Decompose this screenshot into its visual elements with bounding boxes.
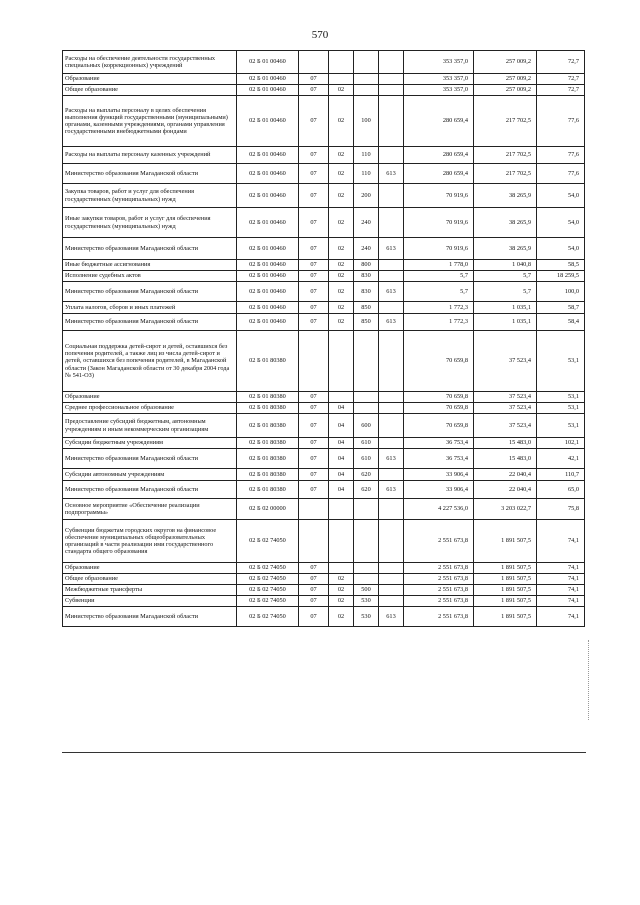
expense-type-code: 800 bbox=[354, 260, 379, 271]
section-code: 07 bbox=[299, 469, 329, 481]
target-code: 02 Б 02 74050 bbox=[237, 607, 299, 627]
row-name: Расходы на выплаты персоналу казенных учреждений bbox=[63, 147, 237, 164]
expense-type-code: 240 bbox=[354, 208, 379, 238]
planned-amount: 1 772,3 bbox=[404, 314, 474, 331]
actual-amount: 15 483,0 bbox=[474, 438, 537, 449]
planned-amount: 2 551 673,8 bbox=[404, 585, 474, 596]
subsection-code: 02 bbox=[329, 260, 354, 271]
table-row bbox=[63, 331, 585, 392]
target-code: 02 Б 01 80380 bbox=[237, 331, 299, 392]
admin-code bbox=[379, 85, 404, 96]
target-code: 02 Б 01 00460 bbox=[237, 96, 299, 147]
expense-type-code bbox=[354, 74, 379, 85]
section-code: 07 bbox=[299, 414, 329, 438]
target-code: 02 Б 01 80380 bbox=[237, 481, 299, 499]
subsection-code bbox=[329, 74, 354, 85]
admin-code bbox=[379, 438, 404, 449]
expense-type-code: 830 bbox=[354, 282, 379, 302]
admin-code bbox=[379, 208, 404, 238]
subsection-code: 04 bbox=[329, 469, 354, 481]
actual-amount: 22 040,4 bbox=[474, 469, 537, 481]
expense-type-code: 500 bbox=[354, 585, 379, 596]
row-name: Уплата налогов, сборов и иных платежей bbox=[63, 302, 237, 314]
admin-code bbox=[379, 51, 404, 74]
table-row bbox=[63, 414, 585, 438]
admin-code: 613 bbox=[379, 238, 404, 260]
subsection-code: 02 bbox=[329, 574, 354, 585]
target-code: 02 Б 01 00460 bbox=[237, 51, 299, 74]
section-code: 07 bbox=[299, 260, 329, 271]
target-code: 02 Б 01 00460 bbox=[237, 164, 299, 184]
table-row bbox=[63, 469, 585, 481]
expense-type-code bbox=[354, 85, 379, 96]
planned-amount: 33 906,4 bbox=[404, 469, 474, 481]
planned-amount: 2 551 673,8 bbox=[404, 607, 474, 627]
actual-amount: 15 483,0 bbox=[474, 449, 537, 469]
actual-amount: 1 891 507,5 bbox=[474, 520, 537, 563]
execution-percent: 102,1 bbox=[537, 438, 585, 449]
section-code bbox=[299, 331, 329, 392]
target-code: 02 Б 01 80380 bbox=[237, 392, 299, 403]
execution-percent: 74,1 bbox=[537, 585, 585, 596]
execution-percent: 53,1 bbox=[537, 392, 585, 403]
execution-percent: 72,7 bbox=[537, 74, 585, 85]
execution-percent: 74,1 bbox=[537, 520, 585, 563]
planned-amount: 2 551 673,8 bbox=[404, 563, 474, 574]
row-name: Иные бюджетные ассигнования bbox=[63, 260, 237, 271]
target-code: 02 Б 01 00460 bbox=[237, 238, 299, 260]
section-code bbox=[299, 51, 329, 74]
target-code: 02 Б 01 00460 bbox=[237, 184, 299, 208]
expense-type-code: 830 bbox=[354, 271, 379, 282]
planned-amount: 70 919,6 bbox=[404, 208, 474, 238]
execution-percent: 54,0 bbox=[537, 238, 585, 260]
planned-amount: 70 659,8 bbox=[404, 403, 474, 414]
table-row bbox=[63, 392, 585, 403]
execution-percent: 42,1 bbox=[537, 449, 585, 469]
execution-percent: 53,1 bbox=[537, 331, 585, 392]
section-code: 07 bbox=[299, 574, 329, 585]
section-code: 07 bbox=[299, 85, 329, 96]
planned-amount: 70 919,6 bbox=[404, 238, 474, 260]
admin-code bbox=[379, 403, 404, 414]
row-name: Образование bbox=[63, 74, 237, 85]
admin-code bbox=[379, 184, 404, 208]
row-name: Образование bbox=[63, 563, 237, 574]
row-name: Иные закупки товаров, работ и услуг для обеспечения государственных (муниципальных) нужд bbox=[63, 208, 237, 238]
planned-amount: 353 357,0 bbox=[404, 85, 474, 96]
row-name: Министерство образования Магаданской области bbox=[63, 314, 237, 331]
target-code: 02 Б 01 00460 bbox=[237, 85, 299, 96]
section-code bbox=[299, 520, 329, 563]
admin-code bbox=[379, 585, 404, 596]
expense-type-code: 240 bbox=[354, 238, 379, 260]
target-code: 02 Б 01 00460 bbox=[237, 302, 299, 314]
target-code: 02 Б 02 00000 bbox=[237, 499, 299, 520]
execution-percent: 74,1 bbox=[537, 607, 585, 627]
admin-code bbox=[379, 392, 404, 403]
row-name: Основное мероприятие «Обеспечение реализации подпрограммы» bbox=[63, 499, 237, 520]
expense-type-code: 620 bbox=[354, 469, 379, 481]
expense-type-code bbox=[354, 574, 379, 585]
planned-amount: 2 551 673,8 bbox=[404, 520, 474, 563]
row-name: Образование bbox=[63, 392, 237, 403]
section-code: 07 bbox=[299, 96, 329, 147]
planned-amount: 70 659,8 bbox=[404, 392, 474, 403]
planned-amount: 280 659,4 bbox=[404, 147, 474, 164]
table-row bbox=[63, 208, 585, 238]
table-row bbox=[63, 164, 585, 184]
admin-code bbox=[379, 499, 404, 520]
subsection-code: 02 bbox=[329, 184, 354, 208]
section-code: 07 bbox=[299, 438, 329, 449]
admin-code: 613 bbox=[379, 314, 404, 331]
table-row bbox=[63, 96, 585, 147]
execution-percent: 54,0 bbox=[537, 184, 585, 208]
execution-percent: 74,1 bbox=[537, 574, 585, 585]
actual-amount: 1 891 507,5 bbox=[474, 563, 537, 574]
target-code: 02 Б 01 80380 bbox=[237, 438, 299, 449]
admin-code bbox=[379, 469, 404, 481]
expense-type-code: 610 bbox=[354, 438, 379, 449]
table-row bbox=[63, 449, 585, 469]
target-code: 02 Б 01 00460 bbox=[237, 271, 299, 282]
actual-amount: 1 891 507,5 bbox=[474, 585, 537, 596]
subsection-code bbox=[329, 520, 354, 563]
actual-amount: 5,7 bbox=[474, 282, 537, 302]
table-row bbox=[63, 260, 585, 271]
table-row bbox=[63, 51, 585, 74]
table-row bbox=[63, 271, 585, 282]
admin-code: 613 bbox=[379, 481, 404, 499]
subsection-code: 04 bbox=[329, 449, 354, 469]
admin-code: 613 bbox=[379, 607, 404, 627]
execution-percent: 58,5 bbox=[537, 260, 585, 271]
subsection-code: 02 bbox=[329, 164, 354, 184]
planned-amount: 70 919,6 bbox=[404, 184, 474, 208]
table-row bbox=[63, 499, 585, 520]
actual-amount: 37 523,4 bbox=[474, 392, 537, 403]
actual-amount: 1 040,8 bbox=[474, 260, 537, 271]
row-name: Министерство образования Магаданской области bbox=[63, 238, 237, 260]
planned-amount: 70 659,8 bbox=[404, 414, 474, 438]
admin-code bbox=[379, 74, 404, 85]
target-code: 02 Б 01 00460 bbox=[237, 74, 299, 85]
execution-percent: 72,7 bbox=[537, 51, 585, 74]
row-name: Министерство образования Магаданской области bbox=[63, 164, 237, 184]
page-number: 570 bbox=[311, 29, 329, 41]
actual-amount: 37 523,4 bbox=[474, 403, 537, 414]
expense-type-code bbox=[354, 499, 379, 520]
subsection-code: 02 bbox=[329, 85, 354, 96]
actual-amount: 1 891 507,5 bbox=[474, 607, 537, 627]
table-row bbox=[63, 238, 585, 260]
expense-type-code bbox=[354, 392, 379, 403]
execution-percent: 72,7 bbox=[537, 85, 585, 96]
target-code: 02 Б 01 80380 bbox=[237, 449, 299, 469]
actual-amount: 37 523,4 bbox=[474, 331, 537, 392]
execution-percent: 77,6 bbox=[537, 96, 585, 147]
section-code: 07 bbox=[299, 147, 329, 164]
execution-percent: 100,0 bbox=[537, 282, 585, 302]
actual-amount: 217 702,5 bbox=[474, 147, 537, 164]
section-code: 07 bbox=[299, 282, 329, 302]
row-name: Министерство образования Магаданской области bbox=[63, 481, 237, 499]
planned-amount: 1 778,0 bbox=[404, 260, 474, 271]
subsection-code: 02 bbox=[329, 147, 354, 164]
table-row bbox=[63, 302, 585, 314]
table-row bbox=[63, 282, 585, 302]
admin-code bbox=[379, 574, 404, 585]
subsection-code: 02 bbox=[329, 585, 354, 596]
subsection-code bbox=[329, 392, 354, 403]
subsection-code: 02 bbox=[329, 238, 354, 260]
actual-amount: 5,7 bbox=[474, 271, 537, 282]
target-code: 02 Б 02 74050 bbox=[237, 574, 299, 585]
target-code: 02 Б 01 00460 bbox=[237, 314, 299, 331]
planned-amount: 5,7 bbox=[404, 282, 474, 302]
row-name: Субсидии автономным учреждениям bbox=[63, 469, 237, 481]
execution-percent: 53,1 bbox=[537, 403, 585, 414]
actual-amount: 3 203 022,7 bbox=[474, 499, 537, 520]
expense-type-code bbox=[354, 331, 379, 392]
expense-type-code: 530 bbox=[354, 596, 379, 607]
actual-amount: 257 009,2 bbox=[474, 74, 537, 85]
row-name: Расходы на выплаты персоналу в целях обеспечения выполнения функций государственными (муниципальными) органами, казенными учреждениями, органами управления государственными внебюджетными фондами bbox=[63, 96, 237, 147]
subsection-code bbox=[329, 563, 354, 574]
subsection-code: 02 bbox=[329, 96, 354, 147]
actual-amount: 217 702,5 bbox=[474, 164, 537, 184]
execution-percent: 74,1 bbox=[537, 563, 585, 574]
row-name: Общее образование bbox=[63, 85, 237, 96]
target-code: 02 Б 01 80380 bbox=[237, 469, 299, 481]
admin-code bbox=[379, 414, 404, 438]
expense-type-code: 110 bbox=[354, 147, 379, 164]
expense-type-code bbox=[354, 403, 379, 414]
row-name: Межбюджетные трансферты bbox=[63, 585, 237, 596]
budget-table bbox=[62, 50, 585, 627]
subsection-code: 02 bbox=[329, 596, 354, 607]
actual-amount: 38 265,9 bbox=[474, 208, 537, 238]
subsection-code: 04 bbox=[329, 403, 354, 414]
table-row bbox=[63, 481, 585, 499]
section-code: 07 bbox=[299, 563, 329, 574]
section-code: 07 bbox=[299, 271, 329, 282]
admin-code bbox=[379, 563, 404, 574]
target-code: 02 Б 01 00460 bbox=[237, 282, 299, 302]
admin-code bbox=[379, 302, 404, 314]
section-code: 07 bbox=[299, 403, 329, 414]
table-row bbox=[63, 438, 585, 449]
execution-percent: 58,7 bbox=[537, 302, 585, 314]
planned-amount: 2 551 673,8 bbox=[404, 596, 474, 607]
planned-amount: 33 906,4 bbox=[404, 481, 474, 499]
actual-amount: 37 523,4 bbox=[474, 414, 537, 438]
expense-type-code: 610 bbox=[354, 449, 379, 469]
execution-percent: 75,8 bbox=[537, 499, 585, 520]
row-name: Субвенции bbox=[63, 596, 237, 607]
subsection-code: 02 bbox=[329, 302, 354, 314]
expense-type-code: 850 bbox=[354, 314, 379, 331]
table-row bbox=[63, 85, 585, 96]
expense-type-code: 100 bbox=[354, 96, 379, 147]
row-name: Общее образование bbox=[63, 574, 237, 585]
target-code: 02 Б 02 74050 bbox=[237, 596, 299, 607]
table-row bbox=[63, 607, 585, 627]
subsection-code: 02 bbox=[329, 314, 354, 331]
admin-code bbox=[379, 147, 404, 164]
expense-type-code: 600 bbox=[354, 414, 379, 438]
table-row bbox=[63, 574, 585, 585]
subsection-code: 02 bbox=[329, 208, 354, 238]
target-code: 02 Б 01 00460 bbox=[237, 147, 299, 164]
expense-type-code bbox=[354, 563, 379, 574]
target-code: 02 Б 02 74050 bbox=[237, 563, 299, 574]
planned-amount: 36 753,4 bbox=[404, 438, 474, 449]
scan-edge-mark bbox=[588, 640, 589, 720]
actual-amount: 38 265,9 bbox=[474, 238, 537, 260]
table-body bbox=[63, 51, 585, 627]
admin-code bbox=[379, 520, 404, 563]
planned-amount: 280 659,4 bbox=[404, 164, 474, 184]
table-row bbox=[63, 520, 585, 563]
subsection-code: 02 bbox=[329, 282, 354, 302]
row-name: Министерство образования Магаданской области bbox=[63, 607, 237, 627]
actual-amount: 22 040,4 bbox=[474, 481, 537, 499]
planned-amount: 353 357,0 bbox=[404, 74, 474, 85]
table-row bbox=[63, 563, 585, 574]
footer-rule bbox=[62, 752, 586, 753]
actual-amount: 217 702,5 bbox=[474, 96, 537, 147]
section-code bbox=[299, 499, 329, 520]
expense-type-code bbox=[354, 520, 379, 563]
section-code: 07 bbox=[299, 164, 329, 184]
row-name: Исполнение судебных актов bbox=[63, 271, 237, 282]
admin-code: 613 bbox=[379, 282, 404, 302]
row-name: Субсидии бюджетным учреждениям bbox=[63, 438, 237, 449]
planned-amount: 280 659,4 bbox=[404, 96, 474, 147]
section-code: 07 bbox=[299, 585, 329, 596]
subsection-code: 04 bbox=[329, 481, 354, 499]
execution-percent: 74,1 bbox=[537, 596, 585, 607]
row-name: Расходы на обеспечение деятельности государственных специальных (коррекционных) учреждений bbox=[63, 51, 237, 74]
planned-amount: 36 753,4 bbox=[404, 449, 474, 469]
subsection-code: 04 bbox=[329, 414, 354, 438]
row-name: Социальная поддержка детей-сирот и детей, оставшихся без попечения родителей, а также лиц из числа детей-сирот и детей, оставшихся без попечения родителей, в Магаданской области (Закон Магаданской области от 30 декабря 2004 года № 541-ОЗ) bbox=[63, 331, 237, 392]
subsection-code: 02 bbox=[329, 271, 354, 282]
row-name: Закупка товаров, работ и услуг для обеспечения государственных (муниципальных) нужд bbox=[63, 184, 237, 208]
table-row bbox=[63, 74, 585, 85]
target-code: 02 Б 01 80380 bbox=[237, 414, 299, 438]
actual-amount: 38 265,9 bbox=[474, 184, 537, 208]
subsection-code: 02 bbox=[329, 607, 354, 627]
expense-type-code: 850 bbox=[354, 302, 379, 314]
execution-percent: 110,7 bbox=[537, 469, 585, 481]
table-row bbox=[63, 184, 585, 208]
admin-code: 613 bbox=[379, 449, 404, 469]
row-name: Субвенции бюджетам городских округов на финансовое обеспечение муниципальных общеобразовательных организаций в части реализации ими государственного стандарта общего образования bbox=[63, 520, 237, 563]
target-code: 02 Б 01 00460 bbox=[237, 208, 299, 238]
admin-code bbox=[379, 596, 404, 607]
section-code: 07 bbox=[299, 449, 329, 469]
execution-percent: 58,4 bbox=[537, 314, 585, 331]
admin-code bbox=[379, 96, 404, 147]
actual-amount: 257 009,2 bbox=[474, 85, 537, 96]
target-code: 02 Б 02 74050 bbox=[237, 520, 299, 563]
row-name: Министерство образования Магаданской области bbox=[63, 449, 237, 469]
target-code: 02 Б 01 80380 bbox=[237, 403, 299, 414]
expense-type-code: 200 bbox=[354, 184, 379, 208]
subsection-code bbox=[329, 331, 354, 392]
planned-amount: 1 772,3 bbox=[404, 302, 474, 314]
execution-percent: 53,1 bbox=[537, 414, 585, 438]
planned-amount: 2 551 673,8 bbox=[404, 574, 474, 585]
row-name: Предоставление субсидий бюджетным, автономным учреждениям и иным некоммерческим организациям bbox=[63, 414, 237, 438]
execution-percent: 18 259,5 bbox=[537, 271, 585, 282]
planned-amount: 70 659,8 bbox=[404, 331, 474, 392]
section-code: 07 bbox=[299, 392, 329, 403]
execution-percent: 54,0 bbox=[537, 208, 585, 238]
actual-amount: 257 009,2 bbox=[474, 51, 537, 74]
subsection-code bbox=[329, 499, 354, 520]
actual-amount: 1 891 507,5 bbox=[474, 596, 537, 607]
table-row bbox=[63, 314, 585, 331]
planned-amount: 353 357,0 bbox=[404, 51, 474, 74]
target-code: 02 Б 02 74050 bbox=[237, 585, 299, 596]
subsection-code: 04 bbox=[329, 438, 354, 449]
expense-type-code: 530 bbox=[354, 607, 379, 627]
target-code: 02 Б 01 00460 bbox=[237, 260, 299, 271]
actual-amount: 1 891 507,5 bbox=[474, 574, 537, 585]
table-row bbox=[63, 585, 585, 596]
row-name: Министерство образования Магаданской области bbox=[63, 282, 237, 302]
expense-type-code: 620 bbox=[354, 481, 379, 499]
subsection-code bbox=[329, 51, 354, 74]
admin-code: 613 bbox=[379, 164, 404, 184]
section-code: 07 bbox=[299, 481, 329, 499]
admin-code bbox=[379, 271, 404, 282]
table-row bbox=[63, 403, 585, 414]
section-code: 07 bbox=[299, 314, 329, 331]
admin-code bbox=[379, 331, 404, 392]
section-code: 07 bbox=[299, 607, 329, 627]
section-code: 07 bbox=[299, 208, 329, 238]
planned-amount: 5,7 bbox=[404, 271, 474, 282]
execution-percent: 77,6 bbox=[537, 147, 585, 164]
expense-type-code bbox=[354, 51, 379, 74]
execution-percent: 65,0 bbox=[537, 481, 585, 499]
admin-code bbox=[379, 260, 404, 271]
section-code: 07 bbox=[299, 596, 329, 607]
actual-amount: 1 035,1 bbox=[474, 314, 537, 331]
planned-amount: 4 227 536,0 bbox=[404, 499, 474, 520]
row-name: Среднее профессиональное образование bbox=[63, 403, 237, 414]
execution-percent: 77,6 bbox=[537, 164, 585, 184]
table-row bbox=[63, 147, 585, 164]
section-code: 07 bbox=[299, 238, 329, 260]
section-code: 07 bbox=[299, 74, 329, 85]
section-code: 07 bbox=[299, 302, 329, 314]
table-row bbox=[63, 596, 585, 607]
expense-type-code: 110 bbox=[354, 164, 379, 184]
section-code: 07 bbox=[299, 184, 329, 208]
actual-amount: 1 035,1 bbox=[474, 302, 537, 314]
